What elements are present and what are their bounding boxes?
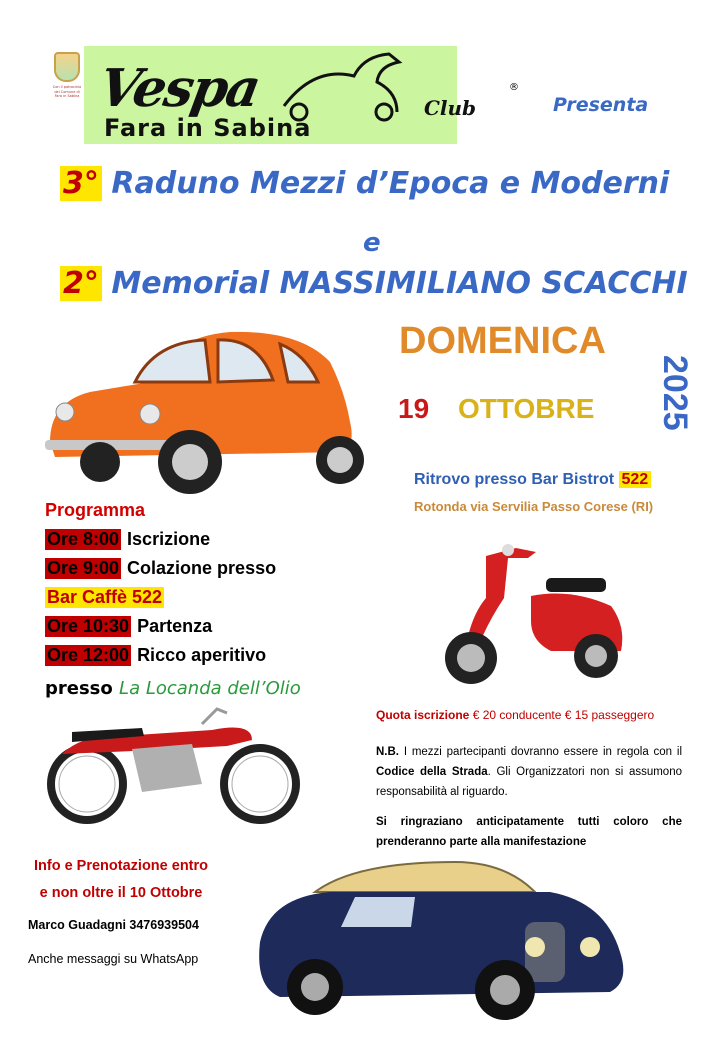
nb-prefix: N.B. [376,746,399,758]
nb-bold: Codice della Strada [376,766,488,778]
programme-time: Ore 12:00 [47,645,130,665]
registration-fee [376,708,654,722]
vespa-wordmark: Vespa [94,58,264,119]
programme-row [45,645,266,667]
lunch-venue [45,678,301,699]
red-vespa-scooter-image [436,536,636,686]
fee-value: € 20 conducente € 15 passeggero [472,708,655,722]
contact-phone: Marco Guadagni 3476939504 [28,918,199,932]
edition-number-1: 3° [60,166,102,201]
programme-time: Ore 9:00 [47,558,120,578]
event-month: OTTOBRE [458,393,595,424]
programme-row [45,558,276,580]
vespa-club-logo [84,46,519,144]
booking-info [26,853,216,907]
presso-label: presso [45,678,113,699]
vintage-convertible-car-image [255,852,635,1022]
event-title-1-text: Raduno Mezzi d’Epoca e Moderni [111,166,670,201]
meeting-label: Ritrovo presso Bar Bistrot [414,471,615,488]
venue-name: La Locanda dell’Olio [119,678,301,699]
orange-fiat500-car-image [40,322,370,502]
programme-time: Ore 10:30 [47,616,130,636]
edition-number-2: 2° [60,266,102,301]
meeting-number: 522 [619,471,652,488]
event-title-2 [60,266,688,301]
programme-desc: Colazione presso [127,558,277,578]
programme-row [45,616,212,638]
event-title-2-text: Memorial MASSIMILIANO SCACCHI [111,266,688,301]
event-day: 19 [398,393,430,424]
booking-info-line-2: e non oltre il 10 Ottobre [39,885,203,901]
registered-mark: ® [509,82,519,93]
programme-desc: Ricco aperitivo [137,645,267,665]
red-vintage-motorcycle-image [42,704,302,829]
nb-text-1: I mezzi partecipanti dovranno essere in regola con il [403,746,682,758]
fee-label: Quota iscrizione [376,708,470,722]
crest-caption: Con il patrocinio del Comune di Fara in Sabina [52,85,82,98]
booking-info-line-1: Info e Prenotazione entro [33,858,208,874]
event-year: 2025 [656,355,694,431]
nb-text-2: . Gli Organizzatori non si assumono responsabilità al riguardo. [376,766,682,798]
programme-desc: Partenza [137,616,213,636]
thanks-note: Si ringraziano anticipatamente tutti coloro che prenderanno parte alla manifestazione [376,816,682,848]
programme-desc: Iscrizione [127,529,211,549]
town-crest-icon [52,52,82,122]
whatsapp-note: Anche messaggi su WhatsApp [28,952,199,966]
event-weekday: DOMENICA [399,320,606,362]
club-label: Club [424,96,477,120]
presenta-label: Presenta [553,94,649,116]
programme-row [45,587,164,609]
club-place: Fara in Sabina [104,114,312,142]
conjunction: e [363,228,381,258]
meeting-address: Rotonda via Servilia Passo Corese (RI) [414,499,654,514]
programme-title: Programma [45,500,146,520]
programme-time: Ore 8:00 [47,529,120,549]
meeting-point [414,471,651,489]
event-title-1 [60,166,669,201]
programme-venue-label: Bar Caffè 522 [47,587,163,607]
programme-row [45,529,210,551]
nota-bene [376,742,682,802]
